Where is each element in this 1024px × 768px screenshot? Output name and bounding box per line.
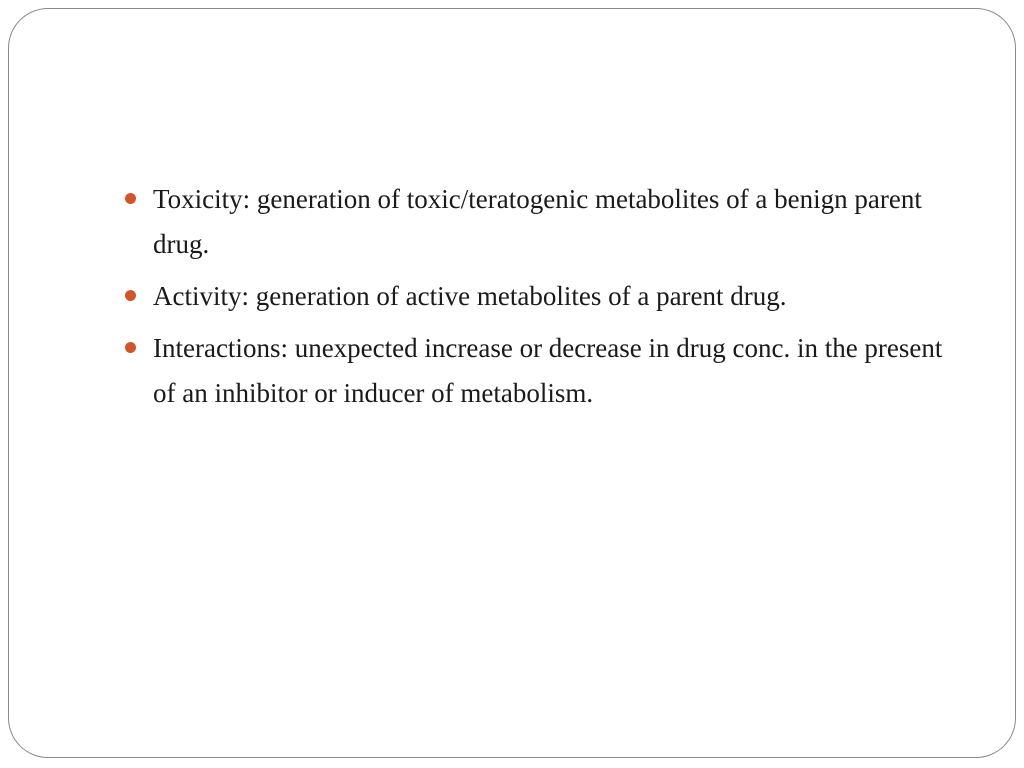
slide-frame <box>8 8 1016 758</box>
bullet-item-interactions <box>121 326 961 416</box>
bullet-dot-icon <box>125 290 136 301</box>
bullet-dot-icon <box>125 193 136 204</box>
bullet-dot-icon <box>125 342 136 353</box>
bullet-list <box>121 177 961 423</box>
bullet-text: Interactions: unexpected increase or decrease in drug conc. in the present of an inhibitor or inducer of metabolism. <box>153 333 943 408</box>
bullet-text: Toxicity: generation of toxic/teratogenic metabolites of a benign parent drug. <box>153 184 922 259</box>
bullet-item-toxicity <box>121 177 961 267</box>
bullet-item-activity <box>121 274 961 319</box>
bullet-text: Activity: generation of active metabolites of a parent drug. <box>153 281 787 311</box>
